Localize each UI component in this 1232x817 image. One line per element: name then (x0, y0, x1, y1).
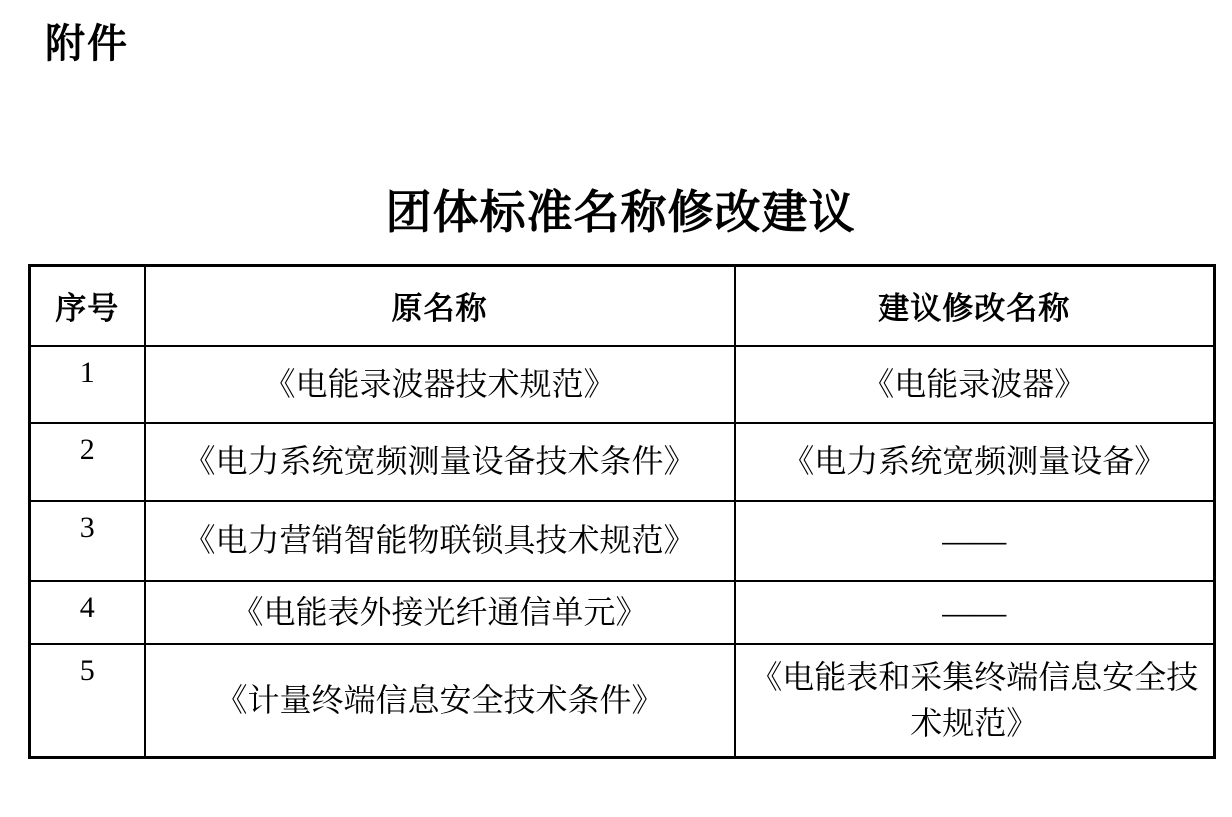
table-row (30, 346, 1215, 423)
column-header-number: 序号 (30, 266, 145, 346)
suggested-name-cell: —— (735, 581, 1215, 644)
table-row (30, 581, 1215, 644)
suggested-name-cell: 《电力系统宽频测量设备》 (735, 423, 1215, 501)
attachment-label: 附件 (45, 21, 129, 66)
suggested-name-cell: 《电能表和采集终端信息安全技术规范》 (735, 644, 1215, 758)
original-name-cell: 《电能表外接光纤通信单元》 (145, 581, 735, 644)
row-number-cell: 5 (30, 644, 145, 758)
table-header-row (30, 266, 1215, 346)
row-number-cell: 3 (30, 501, 145, 581)
table-row (30, 423, 1215, 501)
original-name-cell: 《电力系统宽频测量设备技术条件》 (145, 423, 735, 501)
table-row (30, 644, 1215, 758)
page-title: 团体标准名称修改建议 (385, 186, 856, 238)
row-number-cell: 4 (30, 581, 145, 644)
suggested-name-cell: —— (735, 501, 1215, 581)
original-name-cell: 《计量终端信息安全技术条件》 (145, 644, 735, 758)
suggested-name-cell: 《电能录波器》 (735, 346, 1215, 423)
original-name-cell: 《电能录波器技术规范》 (145, 346, 735, 423)
row-number-cell: 2 (30, 423, 145, 501)
original-name-cell: 《电力营销智能物联锁具技术规范》 (145, 501, 735, 581)
row-number-cell: 1 (30, 346, 145, 423)
table-row (30, 501, 1215, 581)
standards-rename-table (28, 264, 1216, 759)
column-header-original-name: 原名称 (145, 266, 735, 346)
column-header-suggested-name: 建议修改名称 (735, 266, 1215, 346)
